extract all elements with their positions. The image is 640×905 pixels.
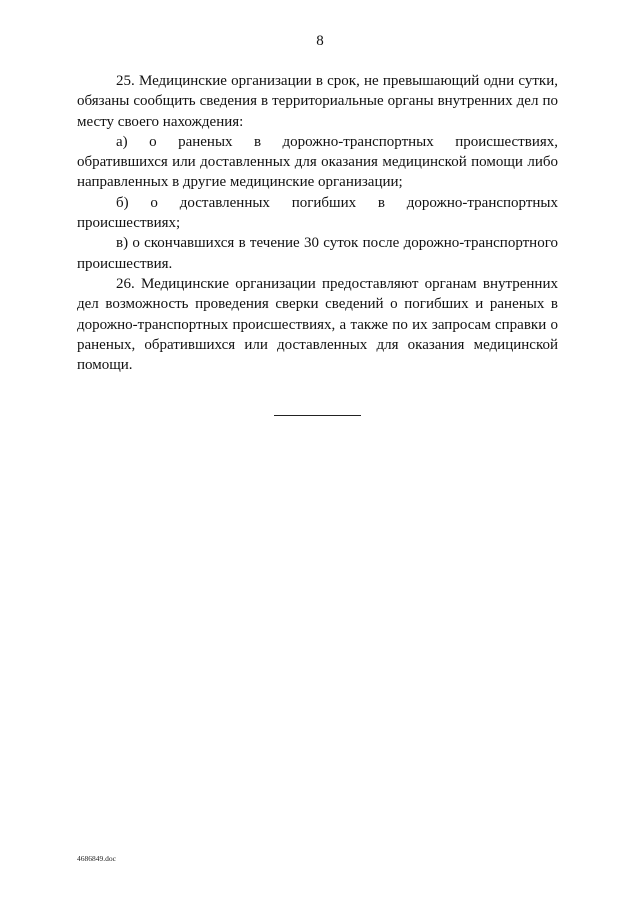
list-item-b: б) о доставленных погибших в дорожно-транспортных происшествиях; — [77, 194, 558, 232]
paragraph-25: 25. Медицинские организации в срок, не превышающий одни сутки, обязаны сообщить сведения в территориальные органы внутренних дел по месту своего нахождения: — [77, 73, 558, 130]
page-number: 8 — [316, 33, 324, 49]
end-of-text-divider — [274, 415, 361, 416]
list-item-a: а) о раненых в дорожно-транспортных происшествиях, обратившихся или доставленных для оказания медицинской помощи либо направленных в другие медицинские организации; — [77, 133, 558, 191]
document-body — [77, 71, 558, 375]
paragraph-26: 26. Медицинские организации предоставляют органам внутренних дел возможность проведения сверки сведений о погибших и раненых в дорожно-транспортных происшествиях, а также по их запросам справки о раненых, обратившихся или доставленных для оказания медицинской помощи. — [77, 275, 558, 374]
document-file-id: 4686849.doc — [77, 854, 116, 863]
list-item-c: в) о скончавшихся в течение 30 суток после дорожно-транспортного происшествия. — [77, 235, 558, 272]
